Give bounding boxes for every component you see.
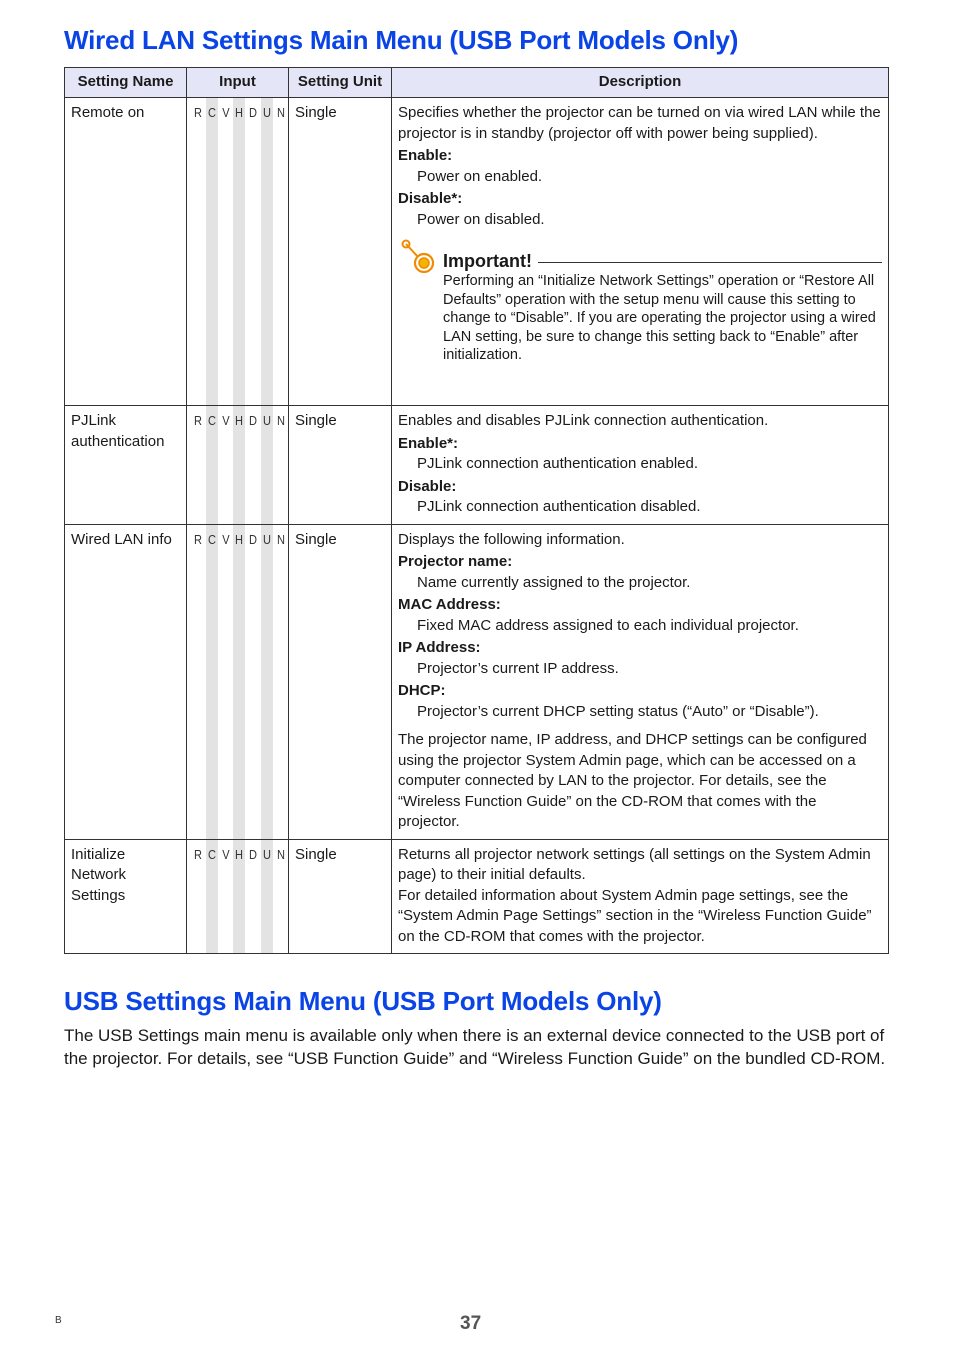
important-text: Performing an “Initialize Network Settings” operation or “Restore All Defaults” operation with the setup menu will cause this setting to change to “Disable”. If you are operating the projector using a wired LAN setting, be sure to change this setting back to “Enable” after initialization. bbox=[443, 273, 876, 363]
important-rule bbox=[538, 262, 882, 263]
option-label: Enable: bbox=[398, 147, 453, 164]
option-text: PJLink connection authentication enabled. bbox=[417, 455, 699, 472]
input-letter: C bbox=[206, 840, 218, 954]
section-title-usb: USB Settings Main Menu (USB Port Models Only) bbox=[64, 986, 662, 1016]
option-text: Name currently assigned to the projector. bbox=[417, 573, 691, 591]
important-heading bbox=[443, 250, 882, 272]
setting-unit: Single bbox=[289, 406, 392, 525]
input-letter: R bbox=[193, 846, 202, 862]
setting-unit: Single bbox=[289, 98, 392, 406]
option-label: IP Address: bbox=[398, 639, 481, 656]
input-letter: C bbox=[206, 406, 218, 524]
input-letter: V bbox=[221, 846, 230, 862]
input-letter: U bbox=[261, 98, 273, 405]
option-text: Projector’s current IP address. bbox=[417, 659, 619, 677]
input-letter: H bbox=[233, 840, 245, 954]
description-outro: The projector name, IP address, and DHCP settings can be configured using the projector System Admin page, which can be accessed on a computer connected by LAN to the projector. For details, see the “Wireless Function Guide” on the CD-ROM that comes with the projector. bbox=[398, 731, 867, 830]
input-cell bbox=[187, 839, 289, 954]
option-label: Disable: bbox=[398, 477, 457, 495]
input-cell bbox=[187, 524, 289, 839]
header-description: Description bbox=[392, 68, 889, 98]
description bbox=[392, 98, 889, 406]
input-letter: D bbox=[249, 531, 258, 547]
setting-unit: Single bbox=[289, 839, 392, 954]
footer-mark: B bbox=[55, 1315, 62, 1326]
input-letter: N bbox=[277, 413, 285, 428]
option-label: Projector name: bbox=[398, 553, 513, 570]
input-letter: H bbox=[233, 406, 245, 524]
input-cell bbox=[187, 406, 289, 525]
input-letter: U bbox=[261, 840, 273, 954]
table-row bbox=[65, 839, 889, 954]
header-setting-unit: Setting Unit bbox=[289, 68, 392, 98]
description-intro: Enables and disables PJLink connection authentication. bbox=[398, 412, 769, 429]
setting-name: Wired LAN info bbox=[65, 524, 187, 839]
input-letter: R bbox=[193, 531, 202, 547]
description-intro-2: For detailed information about System Admin page settings, see the “System Admin Page Settings” section in the “Wireless Function Guide” on the CD-ROM that comes with the projector. bbox=[398, 886, 872, 945]
input-letter: R bbox=[193, 413, 202, 428]
description bbox=[392, 839, 889, 954]
description-intro: Displays the following information. bbox=[398, 530, 625, 548]
page-number: 37 bbox=[460, 1313, 482, 1334]
option-text: Fixed MAC address assigned to each individual projector. bbox=[417, 616, 799, 634]
input-letters bbox=[187, 406, 288, 524]
input-letter: N bbox=[277, 846, 285, 862]
pin-pointer-icon bbox=[400, 238, 440, 278]
important-note bbox=[398, 250, 882, 365]
option-text: Power on disabled. bbox=[417, 210, 545, 228]
settings-table bbox=[64, 67, 889, 954]
option-label: DHCP: bbox=[398, 682, 446, 699]
input-letter: U bbox=[261, 406, 273, 524]
description bbox=[392, 524, 889, 839]
option-label: Enable*: bbox=[398, 434, 459, 452]
option-label: Disable*: bbox=[398, 190, 463, 207]
header-setting-name: Setting Name bbox=[65, 68, 187, 98]
usb-description-paragraph: The USB Settings main menu is available only when there is an external device connected to the USB port of the projector. For details, see “USB Function Guide” and “Wireless Function Guide” on the bundled CD-ROM. bbox=[64, 1026, 886, 1068]
table-header-row bbox=[65, 68, 889, 98]
table-row bbox=[65, 98, 889, 406]
input-letter: D bbox=[249, 413, 258, 428]
table-row bbox=[65, 524, 889, 839]
input-letters bbox=[187, 98, 288, 405]
input-letter: H bbox=[233, 525, 245, 839]
input-letter: C bbox=[206, 525, 218, 839]
setting-name: Initialize Network Settings bbox=[65, 839, 187, 954]
input-letter: V bbox=[221, 105, 230, 120]
setting-name: Remote on bbox=[65, 98, 187, 406]
table-row bbox=[65, 406, 889, 525]
option-text: PJLink connection authentication disabled. bbox=[417, 498, 701, 515]
section-title-wired-lan: Wired LAN Settings Main Menu (USB Port Models Only) bbox=[64, 25, 739, 55]
important-title: Important! bbox=[443, 251, 532, 271]
input-letter: N bbox=[277, 105, 285, 120]
description-intro: Specifies whether the projector can be turned on via wired LAN while the projector is in standby (projector off with power being supplied). bbox=[398, 104, 881, 142]
input-letter: U bbox=[261, 525, 273, 839]
input-letter: N bbox=[277, 531, 285, 547]
description bbox=[392, 406, 889, 525]
header-input: Input bbox=[187, 68, 289, 98]
setting-unit: Single bbox=[289, 524, 392, 839]
input-letter: R bbox=[193, 105, 202, 120]
option-text: Power on enabled. bbox=[417, 167, 543, 185]
option-label: MAC Address: bbox=[398, 596, 501, 613]
input-letter: C bbox=[206, 98, 218, 405]
input-letters bbox=[187, 840, 288, 954]
input-letter: D bbox=[249, 105, 258, 120]
input-letters bbox=[187, 525, 288, 839]
option-text: Projector’s current DHCP setting status (“Auto” or “Disable”). bbox=[417, 702, 819, 720]
input-letter: H bbox=[233, 98, 245, 405]
input-cell bbox=[187, 98, 289, 406]
input-letter: V bbox=[221, 531, 230, 547]
setting-name: PJLink authentication bbox=[65, 406, 187, 525]
description-intro: Returns all projector network settings (all settings on the System Admin page) to their initial defaults. bbox=[398, 845, 871, 883]
input-letter: V bbox=[221, 413, 230, 428]
input-letter: D bbox=[249, 846, 258, 862]
